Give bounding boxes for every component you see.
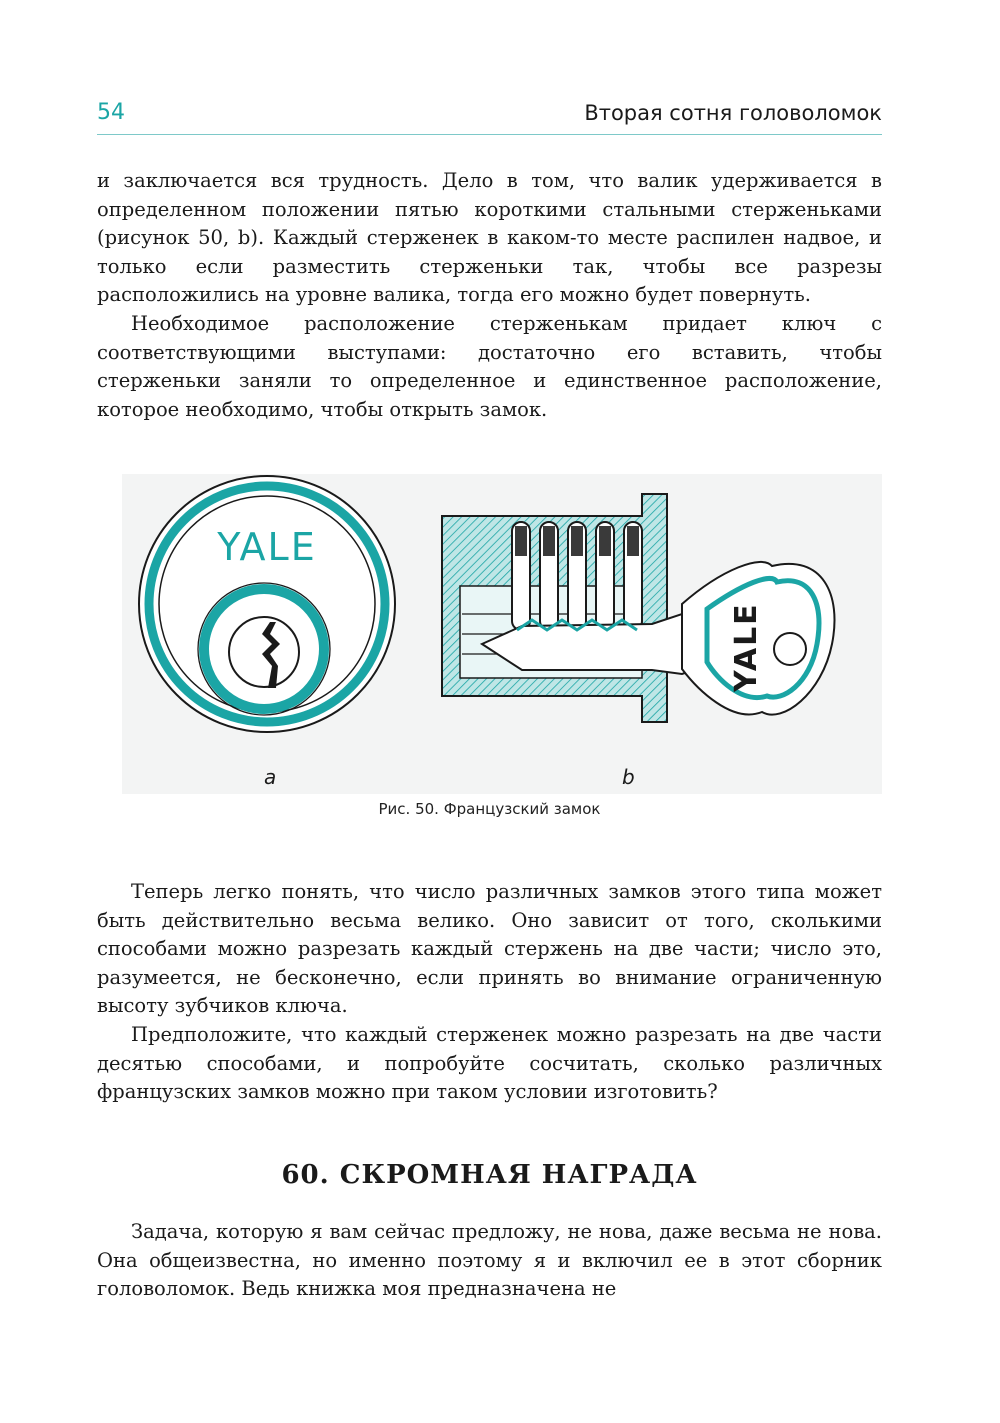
page-number: 54: [97, 100, 125, 125]
header-rule: [97, 134, 882, 135]
running-title: Вторая сотня головоломок: [584, 101, 882, 125]
lock-brand: YALE: [217, 525, 317, 569]
key-brand: YALE: [729, 602, 764, 692]
key-head: [682, 562, 835, 715]
paragraph: Задача, которую я вам сейчас предложу, не нова, даже весьма не нова. Она общеизвестна, но именно поэтому я и включил ее в этот сборник головоломок. Ведь книжка моя предназначена не: [97, 1220, 882, 1301]
text-block-bottom: [97, 1218, 882, 1304]
figure-caption: Рис. 50. Французский замок: [378, 800, 601, 818]
paragraph: Теперь легко понять, что число различных замков этого типа может быть действительно весьма велико. Оно зависит от того, сколькими способами можно разрезать каждый стержень на две части; число это, разумеется, не бесконечно, если принять во внимание ограниченную высоту зубчиков ключа.: [97, 880, 882, 1018]
figure-lock-illustration: [122, 474, 882, 794]
section-title: 60. СКРОМНАЯ НАГРАДА: [281, 1160, 698, 1190]
text-block-middle: [97, 878, 882, 1107]
figure-label-b: b: [622, 765, 635, 789]
text-block-top: [97, 167, 882, 424]
paragraph: и заключается вся трудность. Дело в том, что валик удерживается в определенном положении пятью короткими стальными стерженьками (рисунок 50, b). Каждый стерженек в каком-то месте распилен надвое, и только если разместить стерженьки так, чтобы все разрезы расположились на уровне валика, тогда его можно будет повернуть.: [97, 169, 882, 307]
paragraph: Предположите, что каждый стерженек можно разрезать на две части десятью способами, и попробуйте сосчитать, сколько различных французских замков можно при таком условии изготовить?: [97, 1022, 882, 1104]
lock-cross-section: [442, 494, 712, 722]
lock-face: [139, 476, 395, 732]
figure-label-a: a: [264, 765, 277, 789]
paragraph: Необходимое расположение стерженькам придает ключ с соответствующими выступами: достаточно его вставить, чтобы стерженьки заняли то определенное и единственное расположение, которое необходимо, чтобы открыть замок.: [97, 311, 882, 421]
